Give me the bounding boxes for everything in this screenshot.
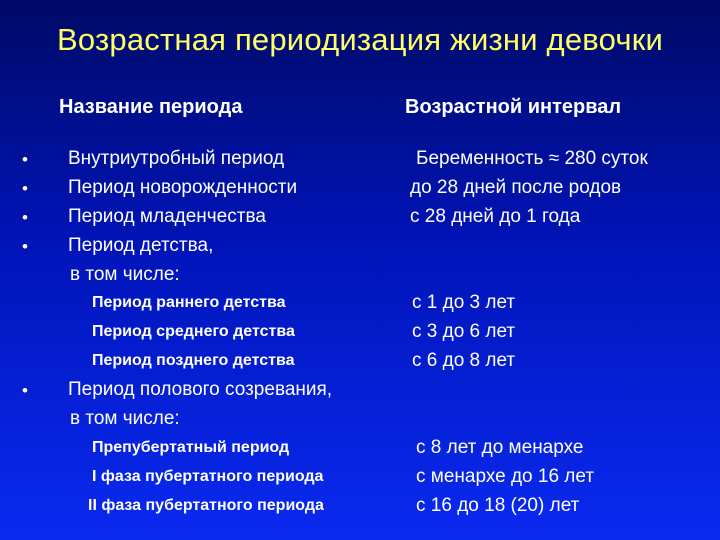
bullet-marker: •: [22, 150, 28, 169]
period-label: Период младенчества: [68, 206, 266, 227]
age-interval: с 16 до 18 (20) лет: [416, 495, 580, 516]
bullet-marker: •: [22, 381, 28, 400]
bullet-marker: •: [22, 237, 28, 256]
bullet-marker: •: [22, 208, 28, 227]
period-sublabel: в том числе:: [70, 264, 180, 285]
column-header-period-name: Название периода: [59, 96, 243, 118]
age-interval: с 28 дней до 1 года: [410, 206, 581, 227]
age-interval: с 8 лет до менархе: [416, 437, 584, 458]
period-label: Период детства,: [68, 235, 214, 256]
period-label: Период полового созревания,: [68, 379, 333, 400]
age-interval: с 1 до 3 лет: [412, 292, 516, 313]
slide-title: Возрастная периодизация жизни девочки: [57, 22, 663, 57]
subperiod-label: Период среднего детства: [92, 323, 295, 340]
age-interval: с менархе до 16 лет: [416, 466, 595, 487]
subperiod-label: I фаза пубертатного периода: [92, 468, 324, 485]
subperiod-label: Период раннего детства: [92, 294, 286, 311]
bullet-marker: •: [22, 179, 28, 198]
subperiod-label: II фаза пубертатного периода: [88, 497, 324, 514]
age-interval: с 6 до 8 лет: [412, 350, 516, 371]
subperiod-label: Период позднего детства: [92, 352, 295, 369]
age-interval: с 3 до 6 лет: [412, 321, 516, 342]
age-interval: до 28 дней после родов: [410, 177, 622, 198]
age-interval: Беременность ≈ 280 суток: [416, 148, 648, 169]
subperiod-label: Препубертатный период: [92, 439, 290, 456]
period-label: Внутриутробный период: [68, 148, 285, 169]
period-sublabel: в том числе:: [70, 408, 180, 429]
column-header-age-interval: Возрастной интервал: [405, 96, 622, 118]
period-label: Период новорожденности: [68, 177, 298, 198]
